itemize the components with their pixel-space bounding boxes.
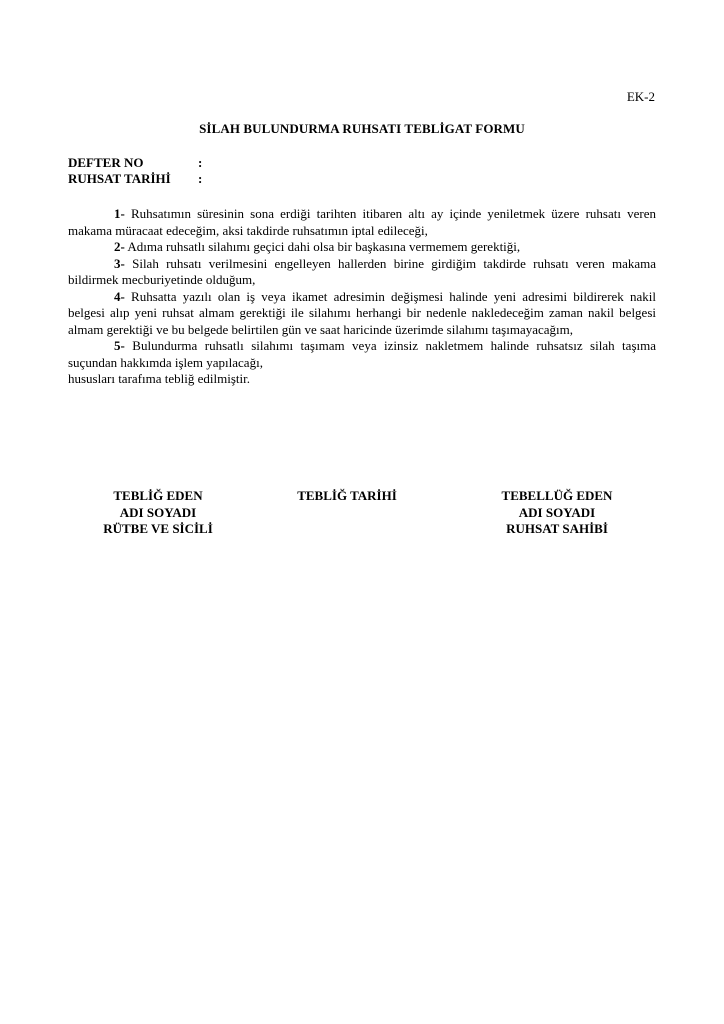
paragraph-text: Adıma ruhsatlı silahımı geçici dahi olsa bir başkasına vermemem gerektiği,: [124, 239, 521, 254]
paragraph-3: [68, 256, 656, 289]
paragraph-text: Bulundurma ruhsatlı silahımı taşımam veya izinsiz nakletmem halinde ruhsatsız silah taşıma suçundan hakkımda işlem yapılacağı,: [68, 338, 656, 370]
signature-line: TEBELLÜĞ EDEN: [501, 488, 613, 503]
page-title: SİLAH BULUNDURMA RUHSATI TEBLİGAT FORMU: [199, 121, 525, 136]
signature-line: TEBLİĞ EDEN: [113, 488, 203, 503]
field-label: RUHSAT TARİHİ: [68, 171, 171, 186]
body-text: [68, 206, 656, 388]
field-separator: :: [198, 171, 203, 186]
field-label: DEFTER NO: [68, 155, 144, 170]
field-defter-no: [68, 155, 202, 171]
paragraph-text: Ruhsatta yazılı olan iş veya ikamet adresimin değişmesi halinde yeni adresimi bildirerek nakil belgesi alıp yeni ruhsat almam gerektiği ile silahımı herhangi bir nedenle nakledeceğim zaman nakil belgesi almam gerektiği ve bu belgede belirtilen gün ve saat haricinde üzerimde silahımı taşımayacağım,: [68, 288, 656, 337]
paragraph-5: [68, 338, 656, 371]
paragraph-text: Silah ruhsatı verilmesini engelleyen hallerden birine girdiğim takdirde ruhsatı veren makama bildirmek mecburiyetinde olduğum,: [68, 255, 656, 287]
paragraph-number: 4-: [114, 288, 125, 304]
paragraph-number: 2-: [114, 239, 125, 254]
signature-block-date: [285, 488, 409, 505]
signature-block-notifier: [90, 488, 226, 538]
paragraph-number: 1-: [114, 206, 125, 221]
signature-line: RUHSAT SAHİBİ: [506, 521, 608, 536]
annex-label: EK-2: [626, 89, 655, 104]
field-ruhsat-tarihi: [68, 171, 202, 187]
paragraph-number: 5-: [114, 338, 125, 353]
paragraph-1: [68, 206, 656, 239]
paragraph-4: [68, 289, 656, 339]
form-fields: [68, 155, 202, 187]
signature-line: ADI SOYADI: [119, 504, 197, 520]
signature-line: TEBLİĞ TARİHİ: [297, 488, 397, 503]
signature-block-recipient: [488, 488, 626, 538]
paragraph-2: [68, 239, 656, 256]
signature-line: RÜTBE VE SİCİLİ: [103, 521, 213, 536]
signature-line: ADI SOYADI: [518, 504, 596, 520]
paragraph-number: 3-: [114, 255, 125, 271]
field-separator: :: [198, 155, 203, 170]
paragraph-text: Ruhsatımın süresinin sona erdiği tarihten itibaren altı ay içinde yeniletmek üzere ruhsatı veren makama müracaat edeceğim, aksi takdirde ruhsatımın iptal edileceği,: [68, 206, 656, 238]
closing-line: hususları tarafıma tebliğ edilmiştir.: [68, 371, 250, 386]
